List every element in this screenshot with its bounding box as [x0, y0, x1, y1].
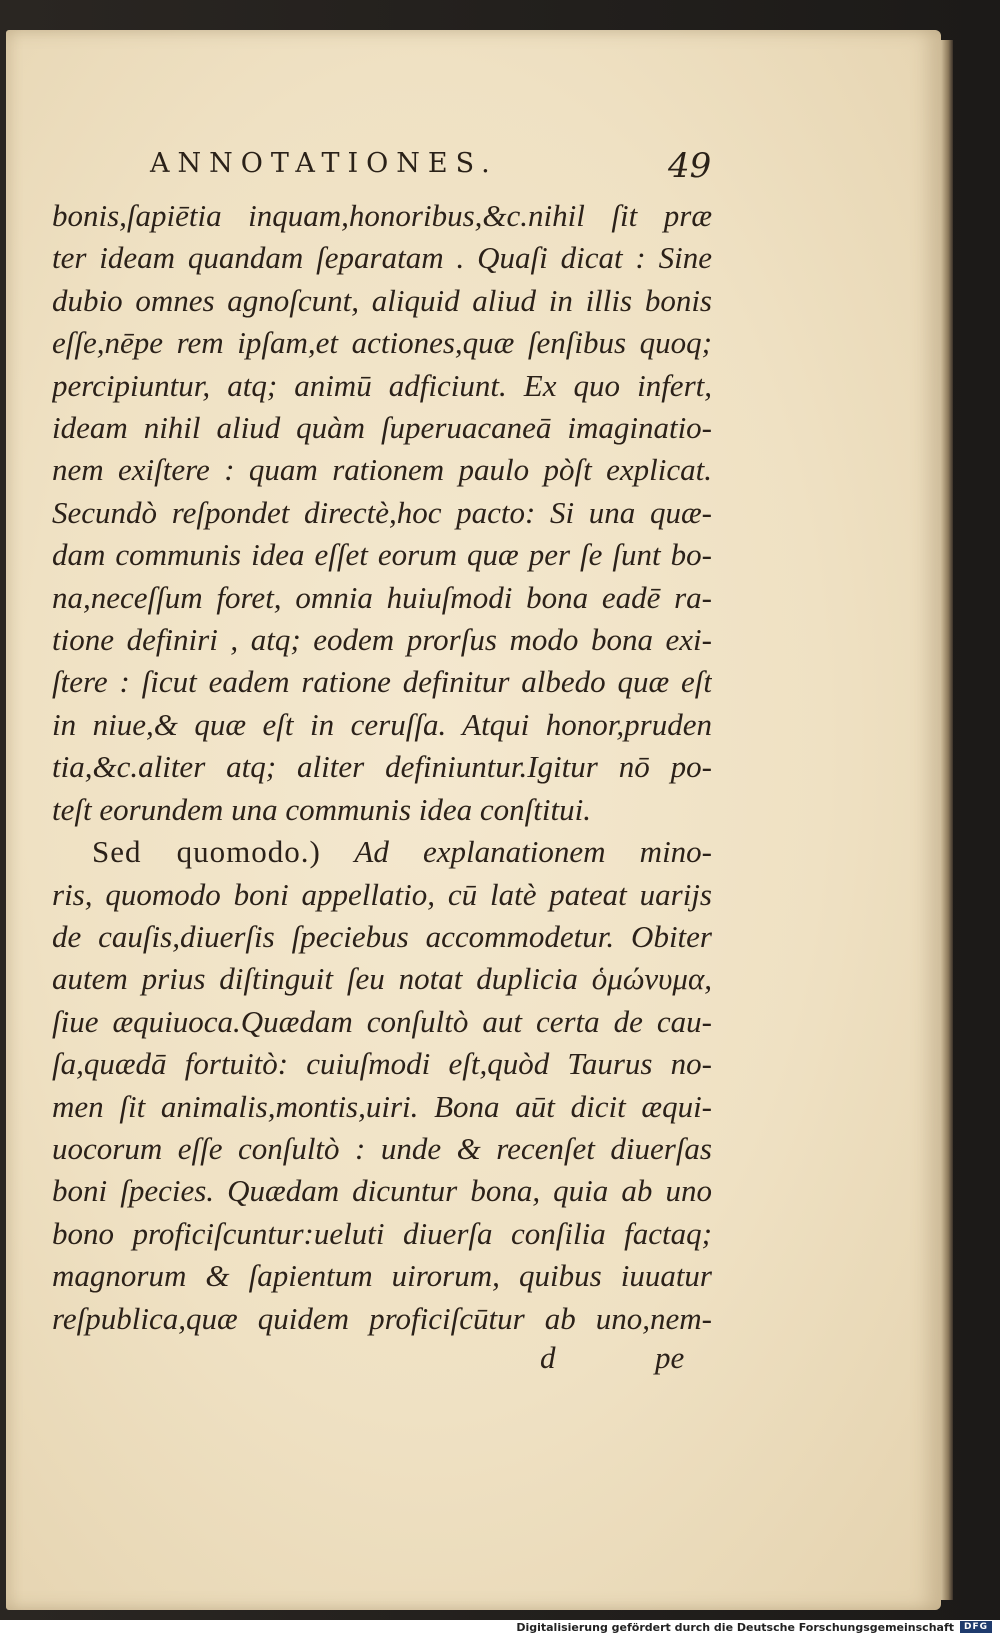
text-line: ſiue æquiuoca.Quædam conſultò aut certa de cau-	[52, 1003, 712, 1039]
body-text	[52, 195, 712, 1340]
signature-mark: d	[540, 1340, 556, 1375]
text-line: Secundò reſpondet directè,hoc pacto: Si una quæ-	[52, 494, 712, 530]
text-line: tione definiri , atq; eodem prorſus modo bona exi-	[52, 622, 712, 658]
text-line: bonis,ſapiētia inquam,honoribus,&c.nihil ſit præ	[52, 198, 712, 233]
text-line: eſſe,nēpe rem ipſam,et actiones,quæ ſenſibus quoq;	[52, 325, 712, 361]
text-line: teſt eorundem una communis idea conſtitui.	[52, 791, 591, 827]
page-number: 49	[668, 146, 712, 186]
page-edge	[941, 40, 953, 1600]
paragraph-first-line	[52, 831, 712, 873]
text-line: men ſit animalis,montis,uiri. Bona aūt dicit æqui-	[52, 1088, 712, 1124]
text-line: boni ſpecies. Quædam dicuntur bona, quia ab uno	[52, 1173, 712, 1209]
text-line: nem exiſtere : quam rationem paulo pòſt explicat.	[52, 452, 712, 488]
running-head: ANNOTATIONES.	[150, 148, 498, 179]
text-line: uocorum eſſe conſultò : unde & recenſet diuerſas	[52, 1130, 712, 1166]
text-line: ſtere : ſicut eadem ratione definitur albedo quæ eſt	[52, 664, 712, 700]
dfg-logo: DFG	[960, 1621, 992, 1633]
text-line: dubio omnes agnoſcunt, aliquid aliud in illis bonis	[52, 282, 712, 318]
digitization-credit: Digitalisierung gefördert durch die Deutsche Forschungsgemeinschaft	[516, 1621, 954, 1634]
text-line: dam communis idea eſſet eorum quæ per ſe ſunt bo-	[52, 537, 712, 573]
text-line: ris, quomodo boni appellatio, cū latè pateat uarijs	[52, 876, 712, 912]
text-line: ter ideam quandam ſeparatam . Quaſi dicat : Sine	[52, 240, 712, 276]
text-line: reſpublica,quæ quidem proficiſcūtur ab uno,nem-	[52, 1300, 712, 1336]
text-line: ideam nihil aliud quàm ſuperuacaneā imaginatio-	[52, 410, 712, 446]
lemma-heading: Sed quomodo.)	[92, 834, 321, 870]
text-fragment: Ad explanationem mino-	[320, 834, 712, 870]
catchword: pe	[655, 1340, 685, 1375]
text-line: magnorum & ſapientum uirorum, quibus iuuatur	[52, 1258, 712, 1294]
text-line: autem prius diſtinguit ſeu notat duplicia ὁμώνυμα,	[52, 961, 712, 997]
text-line: ſa,quædā fortuitò: cuiuſmodi eſt,quòd Taurus no-	[52, 1046, 712, 1082]
text-line: tia,&c.aliter atq; aliter definiuntur.Igitur nō po-	[52, 749, 712, 785]
text-line: de cauſis,diuerſis ſpeciebus accommodetur. Obiter	[52, 918, 712, 954]
text-line: bono proficiſcuntur:ueluti diuerſa conſilia factaq;	[52, 1215, 712, 1251]
text-line: na,neceſſum foret, omnia huiuſmodi bona eadē ra-	[52, 579, 712, 615]
text-line: in niue,& quæ eſt in ceruſſa. Atqui honor,pruden	[52, 706, 712, 742]
text-line: percipiuntur, atq; animū adficiunt. Ex quo infert,	[52, 367, 712, 403]
